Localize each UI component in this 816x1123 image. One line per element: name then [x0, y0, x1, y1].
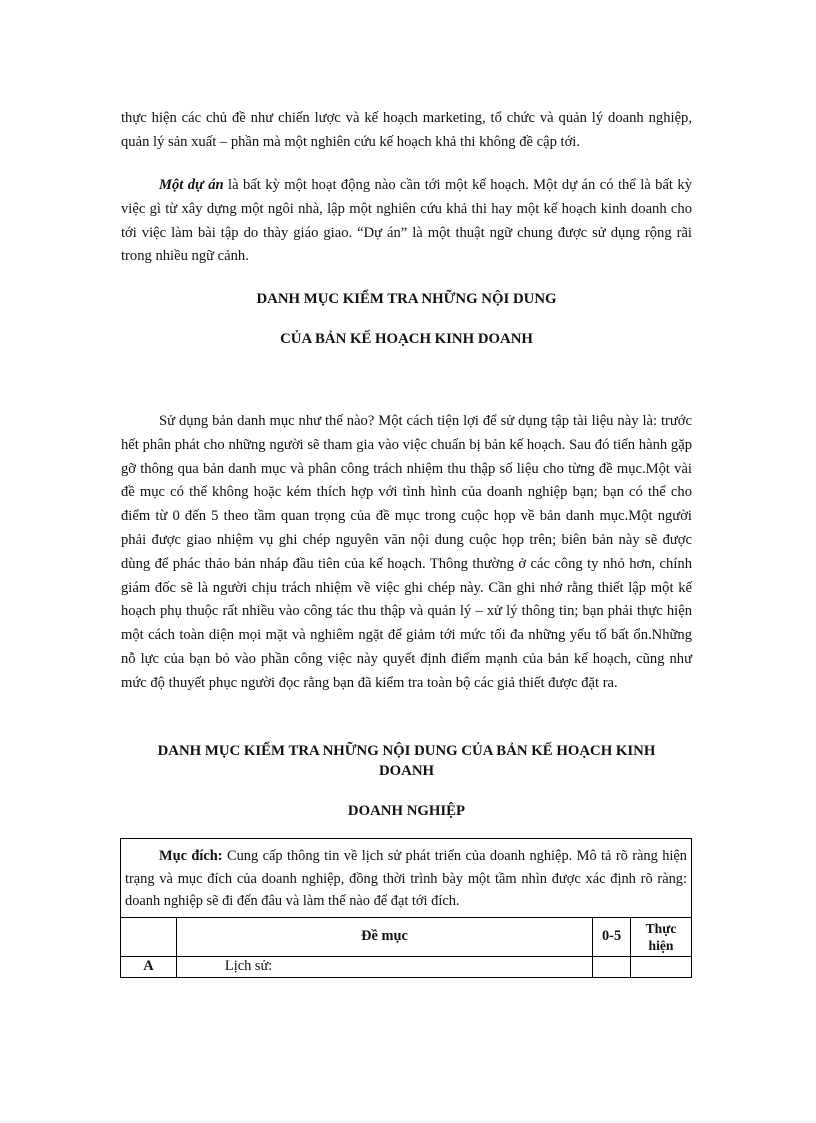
- header-score-cell: [593, 917, 631, 956]
- row-score-cell: [593, 956, 631, 977]
- project-term: Một dự án: [159, 177, 224, 193]
- paragraph-intro-text: thực hiện các chủ đề như chiến lược và kế hoạch marketing, tổ chức và quản lý doanh nghiệp, quản lý sản xuất – phần mà một nghiên cứu kế hoạch khả thi không đề cập tới.: [121, 110, 692, 150]
- purpose-row: [121, 839, 692, 918]
- paragraph-project-text: là bất kỳ một hoạt động nào cần tới một kế hoạch. Một dự án có thể là bất kỳ việc gì từ xây dựng một ngôi nhà, lập một nghiên cứu khả thi hay một kế hoạch kinh doanh cho tới việc làm bài tập do thày giáo giao. “Dự án” là một thuật ngữ chung được sử dụng rộng rãi trong nhiều ngữ cảnh.: [121, 177, 692, 265]
- paragraph-intro: [121, 107, 692, 155]
- header-item-label: Đề mục: [361, 928, 408, 944]
- section-heading-2-line1: DANH MỤC KIỂM TRA NHỮNG NỘI DUNG CỦA BẢN KẾ HOẠCH KINH: [157, 743, 656, 759]
- section-heading-3-text: DOANH NGHIỆP: [347, 803, 466, 819]
- header-done-line1: Thực: [645, 920, 677, 936]
- section-heading-1-line2: CỦA BẢN KẾ HOẠCH KINH DOANH: [280, 331, 533, 347]
- table-row: [121, 956, 692, 977]
- paragraph-project-definition: [121, 174, 692, 269]
- paragraph-usage: [121, 410, 692, 696]
- row-done-cell: [631, 956, 692, 977]
- row-code-cell: A: [121, 956, 177, 977]
- section-heading-3: [121, 801, 692, 821]
- section-heading-1-line1: DANH MỤC KIỂM TRA NHỮNG NỘI DUNG: [256, 291, 557, 307]
- header-done-line2: hiện: [648, 937, 674, 953]
- header-score-label: 0-5: [601, 928, 622, 944]
- header-item-cell: [176, 917, 592, 956]
- section-heading-1b: [121, 329, 692, 349]
- purpose-text: Cung cấp thông tin về lịch sử phát triển của doanh nghiệp. Mô tả rõ ràng hiện trạng và mục đích của doanh nghiệp, đồng thời trình bày một tầm nhìn được xác định rõ ràng: doanh nghiệp sẽ đi đến đâu và làm thế nào để đạt tới đích.: [125, 848, 687, 909]
- checklist-table: [120, 838, 692, 978]
- page-bottom-edge: [0, 1121, 816, 1122]
- header-done-cell: [631, 917, 692, 956]
- table-header-row: [121, 917, 692, 956]
- section-heading-2: [121, 741, 692, 781]
- row-item-cell: Lịch sử:: [176, 956, 592, 977]
- purpose-cell: [121, 839, 692, 918]
- paragraph-usage-text: Sử dụng bản danh mục như thế nào? Một cách tiện lợi để sử dụng tập tài liệu này là: trước hết phân phát cho những người sẽ tham gia vào việc chuẩn bị bản kế hoạch. Sau đó tiến hành gặp gỡ thông qua bản danh mục và phân công trách nhiệm thu thập số liệu cho từng đề mục.Một vài đề mục có thể không hoặc kém thích hợp với tình hình của doanh nghiệp bạn; bạn có thể cho điểm từ 0 đến 5 theo tầm quan trọng của đề mục trong cuộc họp về bản danh mục.Một người phải được giao nhiệm vụ ghi chép nguyên văn nội dung cuộc họp trên; biên bản này sẽ được dùng để phác thảo bản nháp đầu tiên của kế hoạch. Thông thường ở các công ty nhỏ hơn, chính giám đốc sẽ là người chịu trách nhiệm về việc ghi chép này. Cần ghi nhớ rằng thiết lập một kế hoạch phụ thuộc rất nhiều vào công tác thu thập và quản lý – xử lý thông tin; bạn phải thực hiện một cách toàn diện mọi mặt và nghiêm ngặt để giảm tới mức tối đa những yếu tố bất ổn.Những nỗ lực của bạn bỏ vào phần công việc này quyết định điểm mạnh của bản kế hoạch, cũng như mức độ thuyết phục người đọc rằng bạn đã kiểm tra toàn bộ các giả thiết được đặt ra.: [121, 413, 692, 691]
- purpose-label: Mục đích:: [159, 848, 223, 864]
- header-code-cell: [121, 917, 177, 956]
- section-heading-1: [121, 289, 692, 309]
- section-heading-2-line2: DOANH: [378, 763, 435, 779]
